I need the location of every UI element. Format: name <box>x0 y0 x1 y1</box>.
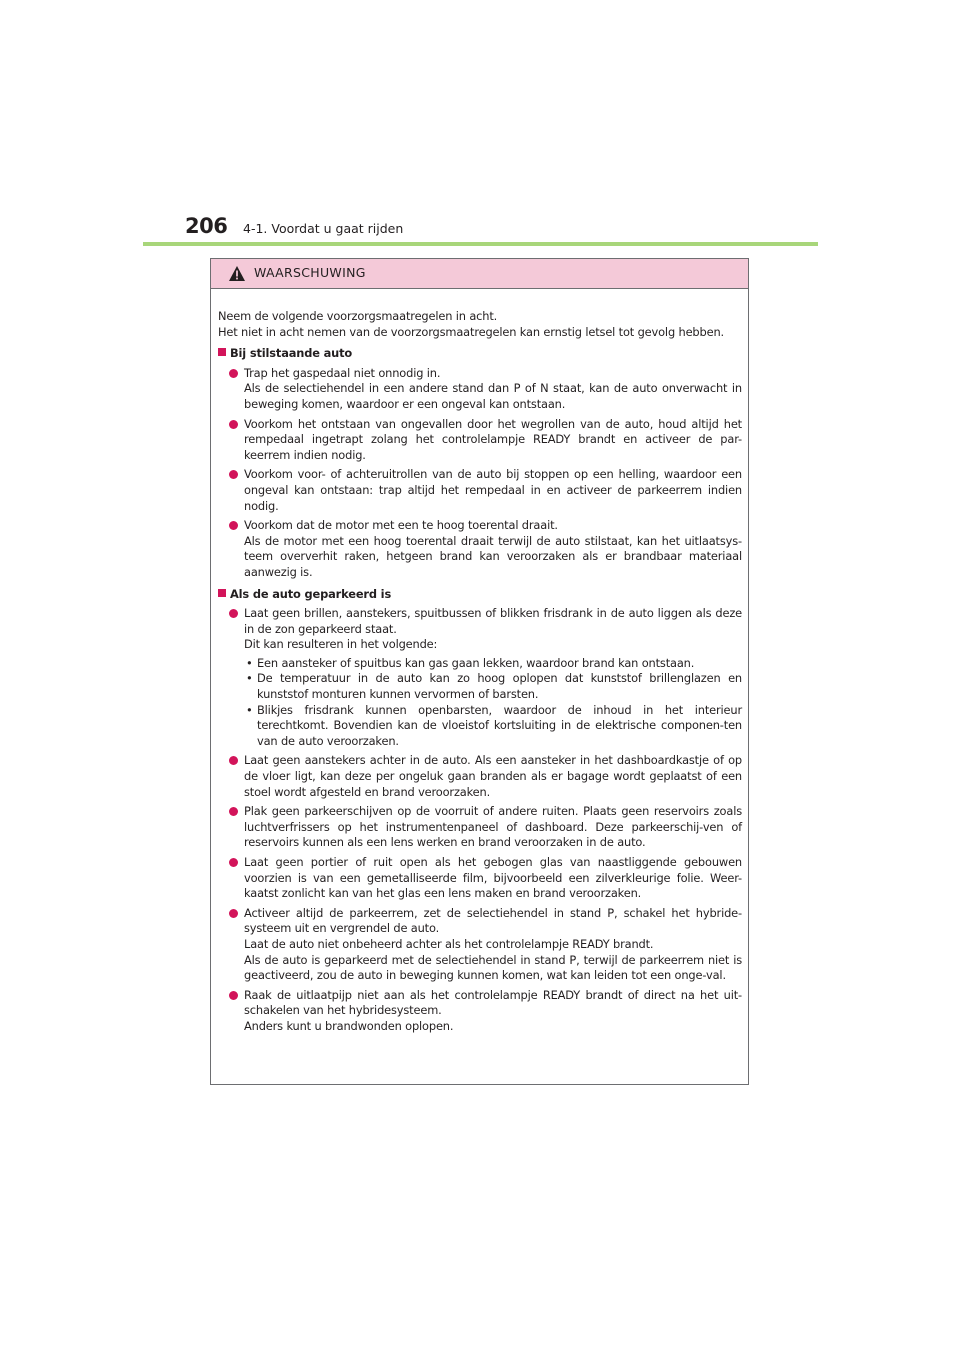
warning-item <box>218 518 742 580</box>
circle-bullet-icon <box>229 858 238 867</box>
page-number: 206 <box>185 214 228 238</box>
warning-item <box>218 753 742 800</box>
item-paragraph: Als de selectiehendel in een andere stand dan P of N staat, kan de auto onverwacht in beweging komen, waardoor er een ongeval kan ontstaan. <box>244 381 742 411</box>
warning-item <box>218 804 742 851</box>
section-heading-text: Als de auto geparkeerd is <box>230 586 392 601</box>
circle-bullet-icon <box>229 991 238 1000</box>
sub-bullet-item: • De temperatuur in de auto kan zo hoog oplopen dat kunststof brillenglazen en kunststof monturen kunnen vervormen of barsten. <box>244 671 742 702</box>
warning-item <box>218 855 742 902</box>
item-paragraph: Anders kunt u brandwonden oplopen. <box>244 1018 454 1033</box>
item-paragraph: Voorkom dat de motor met een te hoog toerental draait. <box>244 518 558 533</box>
warning-triangle-icon <box>228 265 246 282</box>
sub-bullet-item: • Blikjes frisdrank kunnen openbarsten, waardoor de inhoud in het interieur terechtkomt. Bovendien kan de vloeistof kortsluiting in de elektrische componen-ten van de auto veroorzaken. <box>244 703 742 750</box>
item-paragraph: Laat geen aanstekers achter in de auto. Als een aansteker in het dashboardkastje of op de vloer ligt, kan deze per ongeluk gaan branden als er bagage wordt geplaatst of een stoel wordt afgesteld en brand veroorzaken. <box>244 753 742 799</box>
section-heading <box>218 346 742 362</box>
warning-box <box>210 258 749 1085</box>
intro-line: Neem de volgende voorzorgsmaatregelen in acht. <box>218 309 498 323</box>
section-title: 4-1. Voordat u gaat rijden <box>243 221 404 236</box>
item-paragraph: Dit kan resulteren in het volgende: <box>244 637 438 652</box>
warning-item <box>218 906 742 984</box>
circle-bullet-icon <box>229 609 238 618</box>
item-paragraph: Trap het gaspedaal niet onnodig in. <box>244 365 441 380</box>
warning-item <box>218 417 742 464</box>
circle-bullet-icon <box>229 470 238 479</box>
circle-bullet-icon <box>229 909 238 918</box>
item-paragraph: Activeer altijd de parkeerrem, zet de selectiehendel in stand P, schakel het hybride-systeem uit en vergrendel de auto. <box>244 905 742 936</box>
item-paragraph: Laat geen brillen, aanstekers, spuitbussen of blikken frisdrank in de auto liggen als deze in de zon geparkeerd staat. <box>244 606 742 636</box>
sub-bullet-item: • Een aansteker of spuitbus kan gas gaan lekken, waardoor brand kan ontstaan. <box>244 656 742 672</box>
header-rule <box>143 242 818 246</box>
section-heading-text: Bij stilstaande auto <box>230 346 353 361</box>
item-paragraph: Laat geen portier of ruit open als het gebogen glas van naastliggende gebouwen voorzien is van een gemetalliseerde film, bijvoorbeeld een zilverkleurige folie. Weer-kaatst zonlicht kan van het glas een lens maken en brand veroorzaken. <box>244 855 742 901</box>
warning-intro <box>218 309 742 340</box>
circle-bullet-icon <box>229 369 238 378</box>
item-paragraph: Voorkom het ontstaan van ongevallen door het wegrollen van de auto, houd altijd het rempedaal ingetrapt zolang het controlelampje READY brandt en activeer de par-keerrem indien nodig. <box>244 416 742 462</box>
warning-item <box>218 606 742 749</box>
warning-header <box>211 259 748 289</box>
warning-item <box>218 988 742 1035</box>
intro-line: Het niet in acht nemen van de voorzorgsmaatregelen kan ernstig letsel tot gevolg hebben. <box>218 324 724 339</box>
warning-sections <box>218 346 742 1034</box>
item-paragraph: Als de auto is geparkeerd met de selectiehendel in stand P, terwijl de parkeerrem niet is geactiveerd, zou de auto in beweging kunnen komen, wat kan leiden tot een onge-val. <box>244 952 742 983</box>
warning-item <box>218 467 742 514</box>
item-paragraph: Plak geen parkeerschijven op de voorruit of andere ruiten. Plaats geen reservoirs zoals luchtverfrissers op het instrumentenpaneel of dashboard. Deze parkeerschij-ven of reservoirs kunnen als een lens werken en brand veroorzaken in de auto. <box>244 804 742 850</box>
item-paragraph: Laat de auto niet onbeheerd achter als het controlelampje READY brandt. <box>244 936 654 951</box>
circle-bullet-icon <box>229 521 238 530</box>
circle-bullet-icon <box>229 807 238 816</box>
item-paragraph: Als de motor met een hoog toerental draait terwijl de auto stilstaat, kan het uitlaatsys-teem oververhit raken, hetgeen brand kan veroorzaken als er brandbaar materiaal aanwezig is. <box>244 533 742 579</box>
section-heading <box>218 587 742 603</box>
item-paragraph: Raak de uitlaatpijp niet aan als het controlelampje READY brandt of direct na het uit-schakelen van het hybridesysteem. <box>244 987 742 1018</box>
item-paragraph: Voorkom voor- of achteruitrollen van de auto bij stoppen op een helling, waardoor een ongeval kan ontstaan: trap altijd het rempedaal in en activeer de parkeerrem indien nodig. <box>244 467 742 513</box>
warning-body <box>211 289 748 1035</box>
warning-item <box>218 366 742 413</box>
page-header <box>185 214 825 244</box>
sub-bullet-list <box>244 656 742 750</box>
circle-bullet-icon <box>229 756 238 765</box>
square-bullet-icon <box>218 589 226 597</box>
square-bullet-icon <box>218 348 226 356</box>
circle-bullet-icon <box>229 420 238 429</box>
warning-title: WAARSCHUWING <box>254 265 366 280</box>
